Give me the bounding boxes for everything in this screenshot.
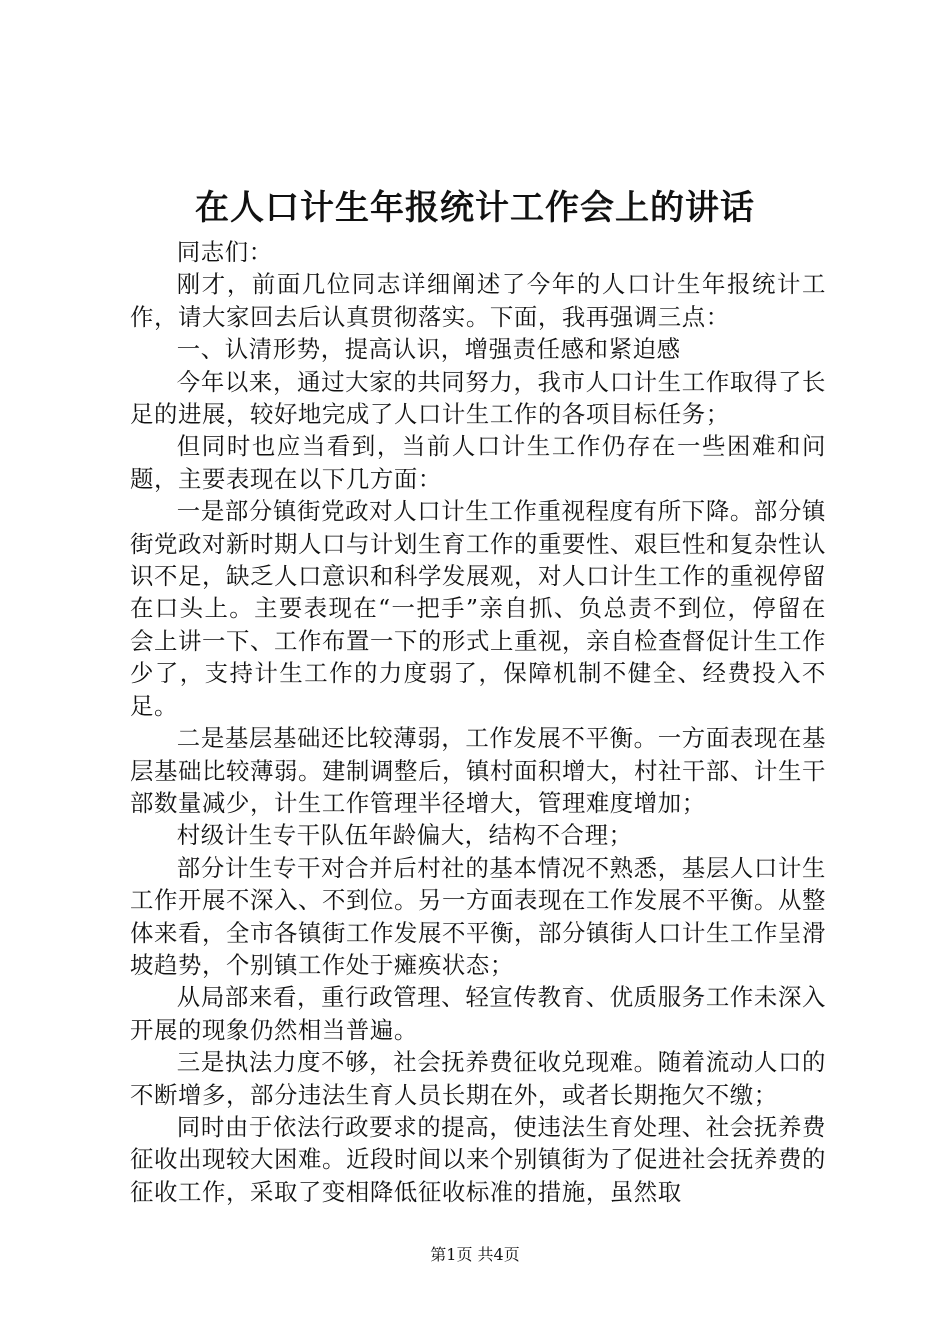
section-heading: 一、认清形势，提高认识，增强责任感和紧迫感 — [176, 335, 681, 364]
paragraph: 刚才，前面几位同志详细阐述了今年的人口计生年报统计工作，请大家回去后认真贯彻落实。下面，我再强调三点： — [130, 270, 826, 331]
paragraph: 部分计生专干对合并后村社的基本情况不熟悉，基层人口计生工作开展不深入、不到位。另一方面表现在工作发展不平衡。从整体来看，全市各镇街工作发展不平衡，部分镇街人口计生工作呈滑坡趋势，个别镇工作处于瘫痪状态； — [130, 853, 826, 979]
page-number-footer: 第1页 共4页 — [430, 1245, 520, 1264]
document-title: 在人口计生年报统计工作会上的讲话 — [195, 188, 755, 228]
salutation: 同志们： — [176, 238, 273, 266]
paragraph: 二是基层基础还比较薄弱，工作发展不平衡。一方面表现在基层基础比较薄弱。建制调整后，镇村面积增大，村社干部、计生干部数量减少，计生工作管理半径增大，管理难度增加； — [130, 724, 826, 817]
paragraph: 村级计生专干队伍年龄偏大，结构不合理； — [176, 821, 633, 850]
paragraph: 从局部来看，重行政管理、轻宣传教育、优质服务工作未深入开展的现象仍然相当普遍。 — [130, 983, 826, 1044]
paragraph: 一是部分镇街党政对人口计生工作重视程度有所下降。部分镇街党政对新时期人口与计划生育工作的重要性、艰巨性和复杂性认识不足，缺乏人口意识和科学发展观，对人口计生工作的重视停留在口头上。主要表现在“一把手”亲自抓、负总责不到位，停留在会上讲一下、工作布置一下的形式上重视，亲自检查督促计生工作少了，支持计生工作的力度弱了，保障机制不健全、经费投入不足。 — [130, 497, 826, 720]
document-body — [130, 236, 826, 1208]
paragraph: 但同时也应当看到，当前人口计生工作仍存在一些困难和问题，主要表现在以下几方面： — [130, 432, 826, 493]
paragraph: 同时由于依法行政要求的提高，使违法生育处理、社会抚养费征收出现较大困难。近段时间以来个别镇街为了促进社会抚养费的征收工作，采取了变相降低征收标准的措施，虽然取 — [130, 1112, 826, 1206]
paragraph: 三是执法力度不够，社会抚养费征收兑现难。随着流动人口的不断增多，部分违法生育人员长期在外，或者长期拖欠不缴； — [130, 1048, 826, 1109]
paragraph: 今年以来，通过大家的共同努力，我市人口计生工作取得了长足的进展，较好地完成了人口计生工作的各项目标任务； — [130, 367, 826, 429]
